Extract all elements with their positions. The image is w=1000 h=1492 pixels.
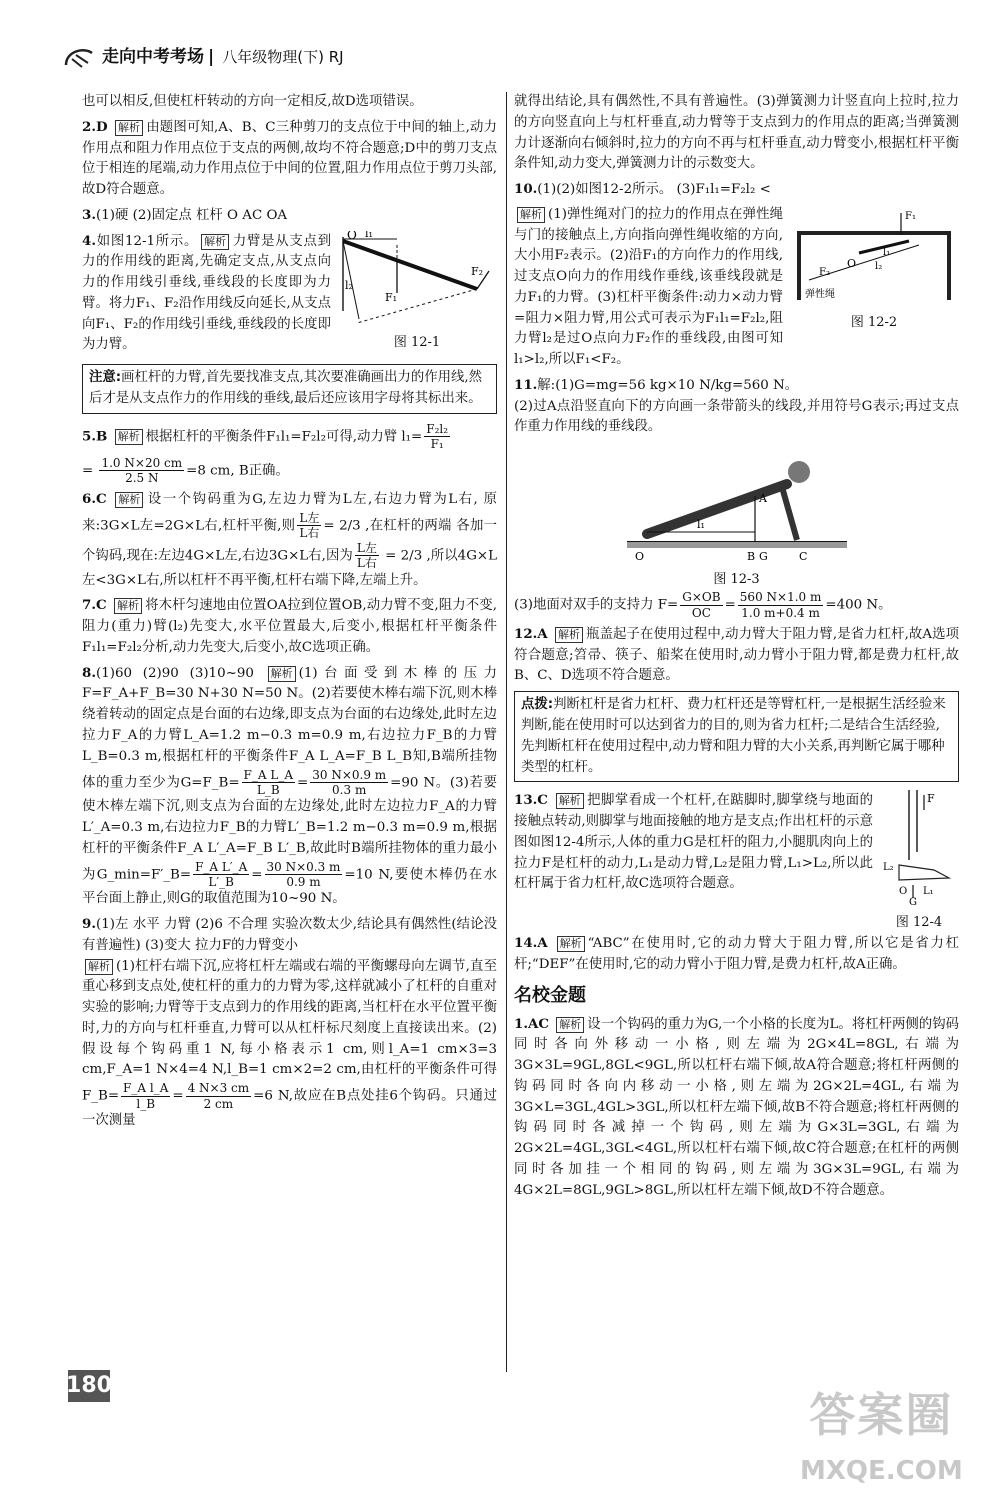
fig4-label-l1: L₁	[923, 886, 934, 898]
figure-12-2	[789, 205, 959, 333]
pushup-diagram-svg	[617, 442, 857, 562]
left-continuation: 也可以相反,但使杠杆转动的方向一定相反,故D选项错误。	[82, 94, 423, 109]
lever-diagram-svg	[337, 231, 497, 326]
foot-lever-svg	[879, 790, 959, 905]
answer-14: 14.A 解析 “ABC”在使用时,它的动力臂大于阻力臂,所以它是省力杠杆;“DEF”在使用时,它的动力臂小于阻力臂,是费力杠杆,故A正确。	[514, 935, 959, 972]
brand-logo-icon	[62, 45, 96, 69]
answer-4: O l₁ l₂ F₁ F₂ 图 12-1 4.如图12-1所示。 解析 力臂是从支点到力的作用线的距离,先确定支点,从支点向力的作用线引垂线,垂线段的长度即为力臂。将力F₁、F₂沿作用线反向延长,从支点向F₁、F₂的作用线引垂线,垂线段的长度即为力臂。	[82, 231, 497, 361]
fig3-label-a: A	[758, 492, 767, 506]
answer-5-eq: = $\frac{1.0 N\times 20 cm}{2.5 N}$ =8 cm, B正确。	[82, 455, 289, 485]
figure-12-3	[514, 442, 959, 590]
figure-12-3-caption: 图 12-3	[713, 572, 760, 588]
fig2-label-rope: 弹性绳	[805, 288, 835, 300]
door-lever-svg	[789, 205, 959, 305]
answer-11-3: (3)地面对双手的支持力 F= $\frac{G\times OB}{OC}$ = $\frac{560 N\times 1.0 m}{1.0 m+0.4 m}$ =400 N。	[514, 590, 892, 620]
page-number: 180	[68, 1370, 110, 1402]
fig1-label-l1: l₁	[365, 230, 373, 240]
watermark-title: 答案圈	[809, 1388, 954, 1442]
fig4-label-f: F	[927, 792, 935, 806]
brand-title: 走向中考考场	[102, 47, 204, 67]
tip-box: 点拨:判断杠杆是省力杠杆、费力杠杆还是等臂杠杆,一是根据生活经验来判断,能在使用时可以达到省力的目的,则为省力杠杆;二是结合生活经验,先判断杠杆在使用过程中,动力臂和阻力臂的大小关系,再判断它属于哪种类型的杠杆。	[514, 691, 959, 782]
right-continuation: 就得出结论,具有偶然性,不具有普遍性。(3)弹簧测力计竖直向上拉时,拉力的方向竖直向上与杠杆垂直,动力臂等于支点到力的作用点的距离;当弹簧测力计逐渐向右倾斜时,拉力的方向不再与杠杆垂直,动力臂变小,根据杠杆平衡条件知,动力变大,弹簧测力计的示数变大。	[514, 94, 959, 172]
note-box: 注意:画杠杆的力臂,首先要找准支点,其次要准确画出力的作用线,然后才是从支点作力的作用线的垂线,最后还应该用字母将其标出来。	[82, 364, 497, 414]
answer-7: 7.C 解析 将木杆匀速地由位置OA拉到位置OB,动力臂不变,阻力不变,阻力(重力)臂(l₂)先变大,水平位置最大,后变小,根据杠杆平衡条件F₁l₁=F₂l₂分析,动力先变大,后变小,故C选项正确。	[82, 597, 498, 655]
fig3-label-c: C	[798, 550, 807, 563]
left-column	[82, 92, 497, 1136]
figure-12-2-caption: 图 12-2	[850, 314, 898, 330]
figure-12-1-caption: 图 12-1	[393, 335, 441, 351]
right-column	[514, 92, 959, 1206]
watermark	[800, 1380, 963, 1492]
gold-answer-1: 1.AC 解析 设一个钩码的重力为G,一个小格的长度为L。将杠杆两侧的钩码同时各向外移动一小格,则左端为2G×4L=8GL,右端为3G×3L=9GL,8GL<9GL,所以杠杆右端下倾,故A符合题意;将杠杆两侧的钩码同时各向内移动一小格,则左端为2G×2L=4GL,右端为3G×L=3GL,4GL>3GL,所以杠杆左端下倾,故B不符合题意;将杠杆两侧的钩码同时各减掉一个钩码,则左端为G×3L=3GL,右端为2G×2L=4GL,3GL<4GL,所以杠杆右端下倾,故C符合题意;在杠杆的两侧同时各加挂一个相同的钩码,则左端为3G×3L=9GL,右端为4G×2L=8GL,9GL>8GL,所以杠杆左端下倾,故D不符合题意。	[514, 1015, 959, 1198]
fig1-label-f2: F₂	[471, 264, 484, 278]
fig4-label-l2: L₂	[883, 862, 894, 874]
fig3-label-l1: l₁	[696, 518, 705, 532]
fig2-label-f2: F₂	[819, 266, 830, 278]
section-title: 名校金题	[514, 984, 586, 1006]
answer-12: 12.A 解析 瓶盖起子在使用过程中,动力臂大于阻力臂,是省力杠杆,故A选项符合题意;笤帚、筷子、船桨在使用时,动力臂小于阻力臂,都是费力杠杆,故B、C、D选项不符合题意。	[514, 625, 959, 684]
fig3-label-b: B	[746, 550, 755, 563]
figure-12-4	[879, 790, 959, 933]
answer-9: 9.(1)左 水平 力臂 (2)6 不合理 实验次数太少,结论具有偶然性(结论没有普遍性) (3)变大 拉力F的力臂变小 解析 (1)杠杆右端下沉,应将杠杆左端或右端的平衡螺母向左调节,直至重心移到支点处,使杠杆的重力的力臂为零,这样就减小了杠杆的自重对实验的影响;力臂等于支点到力的作用线的距离,当杠杆在水平位置平衡时,力的方向与杠杆垂直,力臂可以从杠杆标尺刻度上直接读出来。(2)假设每个钩码重1 N,每小格表示1 cm,则l_A=1 cm×3=3 cm,F_A=1 N×4=4 N,l_B=1 cm×2=2 cm,由杠杆的平衡条件可得F_B= $\frac{\text{F\_A l\_A}}{l\_B}$ = $\frac{4 N\times 3 cm}{2 cm}$ =6 N,故应在B点处挂6个钩码。只通过一次测量	[82, 916, 497, 1129]
answer-3: 3.(1)硬 (2)固定点 杠杆 O AC OA	[82, 206, 288, 223]
answer-11: 11.解:(1)G=mg=56 kg×10 N/kg=560 N。 (2)过A点沿竖直向下的方向画一条带箭头的线段,并用符号G表示;再过支点作重力作用线的垂线段。	[514, 376, 959, 435]
answer-2: 2.D 解析 由题图可知,A、B、C三种剪刀的支点位于中间的轴上,动力作用点和阻力作用点位于支点的两侧,故均不符合题意;D中的剪刀支点位于相连的尾端,动力作用点位于中间的位置,阻力作用点位于剪刀头部,故D符合题意。	[82, 118, 497, 198]
watermark-url: MXQE.COM	[800, 1456, 963, 1487]
fig2-label-f1: F₁	[905, 210, 916, 222]
column-divider	[506, 92, 507, 1372]
fig1-label-l2: l₂	[345, 278, 353, 292]
answer-6: 6.C 解析 设一个钩码重为G,左边力臂为L左,右边力臂为L右, 原来:3G×L左=2G×L右,杠杆平衡,则 $\frac{\text{L左}}{\text{L右}}$ = 2/3 ,在杠杆的两端 各加一个钩码,现在:左边4G×L左,右边3G×L右,因为 $\frac{\text{L左}}{\text{L右}}$ = 2/3 ,所以4G×L左<3G×L右,所以杠杆不再平衡,杠杆右端下降,左端上升。	[82, 491, 498, 588]
fig3-label-g: G	[758, 550, 768, 563]
fig4-label-g: G	[909, 897, 917, 906]
fig2-label-l1: l₁	[883, 246, 891, 258]
fig3-label-o: O	[634, 550, 644, 563]
fig4-label-o: O	[899, 886, 908, 898]
figure-12-4-caption: 图 12-4	[895, 915, 943, 931]
fig2-label-l2: l₂	[875, 260, 883, 272]
figure-12-1	[337, 231, 497, 354]
answer-5: 5.B 解析 根据杠杆的平衡条件F₁l₁=F₂l₂可得,动力臂 l₁= $\frac{\text{F₂l₂}}{\text{F₁}}$	[82, 421, 449, 452]
answer-10: 10.(1)(2)如图12-2所示。 (3)F₁l₁=F₂l₂ < O l₁ l₂ F₁ F₂ 弹性绳 图 12-2 解析 (1)弹性绳对门的拉力的作用点在弹性绳与门的接触点上,方向指向弹性绳收缩的方向,大小用F₂表示。(2)沿F₁的方向作力的作用线,过支点O向力的作用线作垂线,该垂线段就是力F₁的力臂。(3)杠杆平衡条件:动力×动力臂=阻力×阻力臂,用公式可表示为F₁l₁=F₂l₂,阻力臂l₂是过O点向力F₂作的垂线段,由图可知l₁>l₂,所以F₁<F₂。	[514, 179, 959, 375]
answer-13: F L₂ O L₁ G 图 12-4 13.C 解析 把脚掌看成一个杠杆,在踮脚时,脚掌绕与地面的接触点转动,则脚掌与地面接触的地方是支点;作出杠杆的示意图如图12-4所示,人体的重力G是杠杆的阻力,小腿肌肉向上的拉力F是杠杆的动力,L₁是动力臂,L₂是阻力臂,L₁>L₂,所以此杠杆属于省力杠杆,故C选项符合题意。	[514, 790, 959, 933]
book-subtitle: 八年级物理(下) RJ	[222, 47, 344, 66]
answer-8: 8.(1)60 (2)90 (3)10~90 解析 (1)台面受到木棒的压力F=F_A+F_B=30 N+30 N=50 N。(2)若要使木棒右端下沉,则木棒绕着转动的固定点是台面的右边缘,即支点为台面的右边缘处,此时左边拉力F_A的力臂L_A=1.2 m−0.3 m=0.9 m,右边拉力F_B的力臂L_B=0.3 m,根据杠杆的平衡条件F_A L_A=F_B L_B知,B端所挂物体的重力至少为G=F_B= $\frac{\text{F\_A L\_A}}{L\_B}$ = $\frac{30 N\times 0.9 m}{0.3 m}$ =90 N。(3)若要使木棒左端下沉,则支点为台面的左边缘处,此时左边拉力F_A的力臂L′_A=0.3 m,右边拉力F_B的力臂L′_B=1.2 m−0.3 m=0.9 m,根据杠杆的平衡条件F_A L′_A=F_B L′_B,故此时B端所挂物体的重力最小为G_min=F′_B= $\frac{\text{F\_A L′\_A}}{L'\_B}$ = $\frac{30 N\times 0.3 m}{0.9 m}$ =10 N,要使木棒仍在水平台面上静止,则G的取值范围为10~90 N。	[82, 664, 497, 907]
fig2-label-o: O	[847, 256, 857, 270]
fig1-label-f1: F₁	[385, 290, 398, 304]
fig1-label-o: O	[347, 230, 357, 242]
page-header: 走向中考考场 | 八年级物理(下) RJ	[62, 44, 344, 70]
